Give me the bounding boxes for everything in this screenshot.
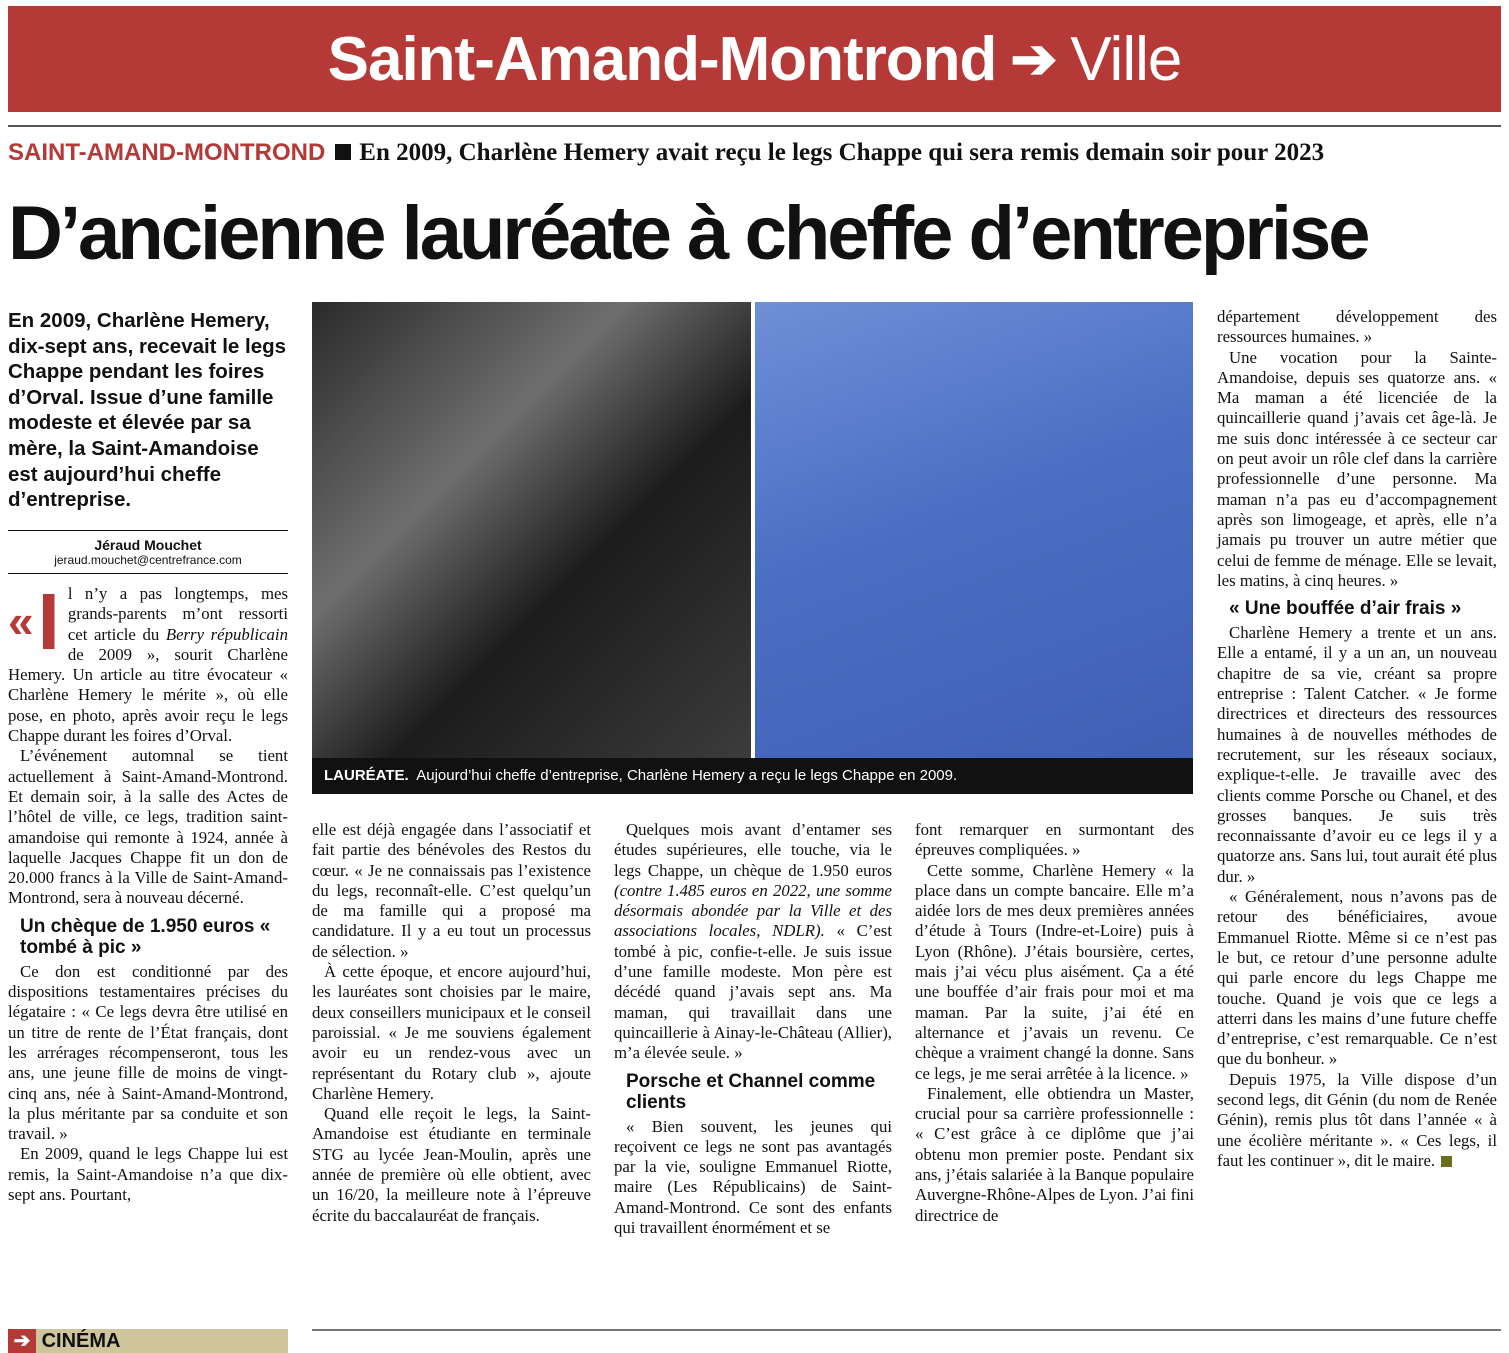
square-bullet-icon [335, 144, 351, 160]
byline [8, 530, 288, 574]
arrow-right-icon: ➔ [8, 1329, 36, 1353]
lead-paragraph: « I l n’y a pas longtemps, mes grands-parents m’ont ressorti cet article du Berry républicain de 2009 », sourit Charlène Hemery. Un article au titre évocateur « Charlène Hemery le mérite », où elle pose, en photo, après avoir reçu le legs Chappe durant les foires d’Orval. [8, 577, 288, 746]
paragraph: Depuis 1975, la Ville dispose d’un second legs, dit Génin (du nom de Renée Génin), remis plus tôt dans l’année « à une écolière méritante ». « Ces legs, il faut les continuer », dit le maire. [1217, 1069, 1497, 1170]
subheading: « Une bouffée d’air frais » [1229, 598, 1462, 620]
subheading: Un chèque de 1.950 euros « tombé à pic » [20, 915, 271, 958]
article-column-2 [312, 820, 591, 1226]
paragraph: Quelques mois avant d’entamer ses études supérieures, elle touche, via le legs Chappe, un chèque de 1.950 euros (contre 1.485 euros en 2022, une somme désormais abondée par la Ville et des associations locales, NDLR). « C’est tombé à pic, confie-t-elle. Je suis issue d’une famille modeste. Mon père est décédé quand j’avais sept ans. Ma maman, qui travaillait dans une quincaillerie à Ainay-le-Château (Allier), m’a élevée seule. » [614, 820, 892, 1063]
paragraph: En 2009, quand le legs Chappe lui est remis, la Saint-Amandoise n’a que dix-sept ans. Pourtant, [8, 1144, 288, 1205]
section-banner [8, 6, 1501, 112]
banner-town: Saint-Amand-Montrond [327, 24, 997, 94]
paragraph: Cette somme, Charlène Hemery « la place dans un compte bancaire. Elle m’a aidée lors de mes deux premières années d’étude à Tours (Indre-et-Loire) puis à Lyon (Rhône). J’étais boursière, certes, mais j’ai vécu plus aisément. Ça a été une bouffée d’air frais pour moi et ma maman. Par la suite, j’ai été en alternance et j’avais un revenu. Ce chèque a vraiment changé la donne. Sans ce legs, je me serai arrêtée à la licence. » [915, 860, 1194, 1083]
article-column-3 [614, 820, 892, 1238]
paragraph: L’événement automnal se tient actuellement à Saint-Amand-Montrond. Et demain soir, à la salle des Actes de l’hôtel de ville, ce legs, tradition saint-amandoise qui remonte à 1924, année à laquelle Jacques Chappe fit un don de 20.000 francs à la Ville de Saint-Amand-Montrond, sera à nouveau décerné. [8, 746, 288, 908]
photo-portrait-color [755, 302, 1193, 758]
bottom-divider [312, 1329, 1501, 1331]
byline-email: jeraud.mouchet@centrefrance.com [54, 553, 242, 567]
photo-2009-bw [312, 302, 751, 758]
article-column-4 [915, 820, 1194, 1226]
cinema-label: CINÉMA [41, 1330, 121, 1352]
cinema-section-header [8, 1329, 288, 1353]
paragraph: font remarquer en surmontant des épreuves compliquées. » [915, 820, 1194, 860]
arrow-right-icon: ➔ [1010, 27, 1057, 90]
caption-text: Aujourd’hui cheffe d’entreprise, Charlène Hemery a reçu le legs Chappe en 2009. [416, 767, 958, 784]
subheading: Porsche et Channel comme clients [626, 1070, 876, 1113]
chapo: En 2009, Charlène Hemery, dix-sept ans, recevait le legs Chappe pendant les foires d’Orval. Issue d’une famille modeste et élevée par sa mère, la Saint-Amandoise est aujourd’hui cheffe d’entreprise. [8, 309, 287, 512]
paragraph: Ce don est conditionné par des dispositions testamentaires précises du légataire : « Ce legs devra être utilisé en un titre de rente de l’État français, dont les arrérages récompenseront, tous les ans, une jeune fille de moins de vingt-cinq ans, née à Saint-Amand-Montrond, la plus méritante par sa conduite et son travail. » [8, 961, 288, 1144]
banner-section: Ville [1070, 24, 1182, 94]
paragraph: « Généralement, nous n’avons pas de retour des bénéficiaires, avoue Emmanuel Riotte. Même si ce n’est pas le but, ce retour d’une personne adulte qui parle encore du legs Chappe me touche. Quand je vois que ce legs a atterri dans les mains d’une future cheffe d’entreprise, c’est remarquable. Ce n’est que du bonheur. » [1217, 887, 1497, 1069]
kicker-place: SAINT-AMAND-MONTROND [8, 139, 326, 166]
paragraph: Une vocation pour la Sainte-Amandoise, depuis ses quatorze ans. « Ma maman a été licenciée de la quincaillerie quand j’avais cet âge-là. Je me suis donc intéressée à ce secteur car on peut avoir un rôle clef dans la carrière professionnelle d’une personne. Ma maman n’a pas eu d’accompagnement après son limogeage, et après, elle n’a jamais pu trouver un autre métier que celui de femme de ménage. Elle se levait, les matins, à cinq heures. » [1217, 347, 1497, 590]
top-divider [8, 125, 1501, 127]
paragraph: Finalement, elle obtiendra un Master, crucial pour sa carrière professionnelle : « C’est grâce à ce diplôme que j’ai obtenu mon premier poste. Pendant six ans, j’étais salariée à la Banque populaire Auvergne-Rhône-Alpes de Lyon. J’ai fini directrice de [915, 1083, 1194, 1225]
paragraph: département développement des ressources humaines. » [1217, 307, 1497, 347]
paragraph: Quand elle reçoit le legs, la Saint-Amandoise est étudiante en terminale STG au lycée Jean-Moulin, après une année de première où elle obtient, avec un 16/20, la meilleure note à l’épreuve écrite du baccalauréat de français. [312, 1104, 591, 1225]
caption-label: LAURÉATE. [324, 767, 409, 784]
article-column-1 [8, 577, 288, 1205]
byline-name: Jéraud Mouchet [94, 537, 202, 553]
paragraph: Charlène Hemery a trente et un ans. Elle a entamé, il y a un an, un nouveau chapitre de sa vie, créant sa propre entreprise : Talent Catcher. « Je forme directrices et directeurs des ressources humaines à de nouvelles méthodes de recrutement, sur les réseaux sociaux, explique-t-elle. Je travaille avec des clients comme Porsche ou Chanel, et des grosses banques. Je suis très reconnaissante d’avoir eu ce legs il y a quatorze ans. Sans lui, tout aurait été plus dur. » [1217, 623, 1497, 886]
article-column-5 [1217, 307, 1497, 1171]
drop-cap: I [37, 577, 60, 666]
paragraph: « Bien souvent, les jeunes qui reçoivent ce legs ne sont pas avantagés par la vie, souligne Emmanuel Riotte, maire (Les Républicains) de Saint-Amand-Montrond. Ce sont des enfants qui travaillent énormément et se [614, 1116, 892, 1238]
end-mark-icon [1441, 1156, 1452, 1167]
drop-quote: « [8, 595, 34, 647]
kicker [8, 139, 1501, 167]
paragraph: elle est déjà engagée dans l’associatif et fait partie des bénévoles des Restos du cœur. « Je ne connaissais pas l’existence du legs, reconnaît-elle. C’est quelqu’un de ma famille qui a proposé ma candidature. Il y a eu tout un processus de sélection. » [312, 820, 591, 961]
photo-caption [312, 758, 1193, 794]
kicker-text: En 2009, Charlène Hemery avait reçu le legs Chappe qui sera remis demain soir pour 2023 [359, 139, 1325, 166]
paragraph: À cette époque, et encore aujourd’hui, les lauréates sont choisies par le maire, deux conseillers municipaux et le conseil paroissial. « Je me souviens également avoir eu un rendez-vous avec un représentant du Rotary club », ajoute Charlène Hemery. [312, 962, 591, 1103]
headline: D’ancienne lauréate à cheffe d’entreprise [8, 191, 1368, 276]
